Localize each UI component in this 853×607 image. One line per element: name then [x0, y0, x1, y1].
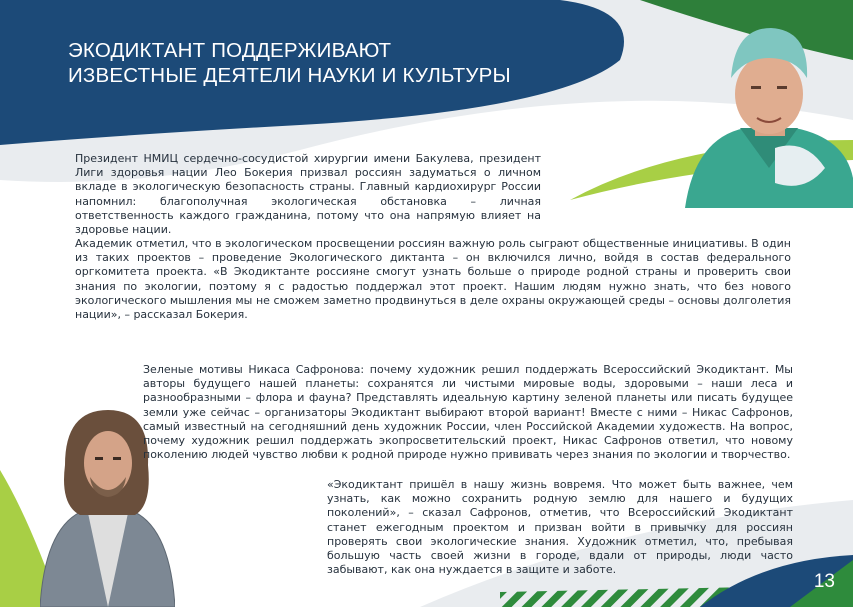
page-number: 13 [813, 571, 835, 592]
page-title [68, 38, 538, 88]
paragraph-bokeria-quote: Академик отметил, что в экологическом просвещении россиян важную роль сыграют общественные инициативы. В один из таких проектов – проведение Экологического диктанта – он включился лично, войдя в состав федерального оргкомитета проекта. «В Экодиктанте россияне смогут узнать больше о природе родной страны и проверить свои знания по экологии, поэтому я с радостью поддержал этот проект. Нашим людям нужно знать, что без нового экологического мышления мы не сможем заметно продвинуться в деле охраны окружающей среды – основы долголетия нации», – рассказал Бокерия. [75, 237, 791, 322]
paragraph-safronov-intro: Зеленые мотивы Никаса Сафронова: почему художник решил поддержать Всероссийский Экодиктант. Мы авторы будущего нашей планеты: сохранятся ли чистыми мировые воды, здоровыми – наши леса и разнообразными – флора и фауна? Представлять идеальную картину зеленой планеты или писать будущее земли уже сейчас – организаторы Экодиктант выбирают второй вариант! Вместе с ними – Никас Сафронов, самый известный на сегодняшний день художник России, член Российской Академии художеств. На вопрос, почему художник решил поддержать экопросветительский проект, Никас Сафронов ответил, что новому поколению людей чувство любви к родной природе нужно прививать через знания по экологии и творчество. [143, 363, 793, 462]
surgeon-portrait-photo [685, 18, 853, 208]
paragraph-safronov-quote: «Экодиктант пришёл в нашу жизнь вовремя. Что может быть важнее, чем узнать, как можно сохранить родную землю для нашего и будущих поколений», – сказал Сафронов, отметив, что Всероссийский Экодиктант станет ежегодным проектом и призван войти в привычку для россиян проверять свои экологические знания. Художник отметил, что, пребывая большую часть своей жизни в городе, вдали от природы, люди часто забывают, как она нуждается в защите и заботе. [327, 478, 793, 577]
title-line-1: ЭКОДИКТАНТ ПОДДЕРЖИВАЮТ [68, 39, 392, 62]
paragraph-bokeria-intro: Президент НМИЦ сердечно-сосудистой хирургии имени Бакулева, президент Лиги здоровья нации Лео Бокерия призвал россиян задуматься о личном вкладе в экологическую безопасность страны. Главный кардиохирург России напомнил: благополучная экологическая обстановка – личная ответственность каждого гражданина, потому что она напрямую влияет на здоровье нации. [75, 152, 541, 237]
title-line-2: ИЗВЕСТНЫЕ ДЕЯТЕЛИ НАУКИ И КУЛЬТУРЫ [68, 64, 511, 87]
